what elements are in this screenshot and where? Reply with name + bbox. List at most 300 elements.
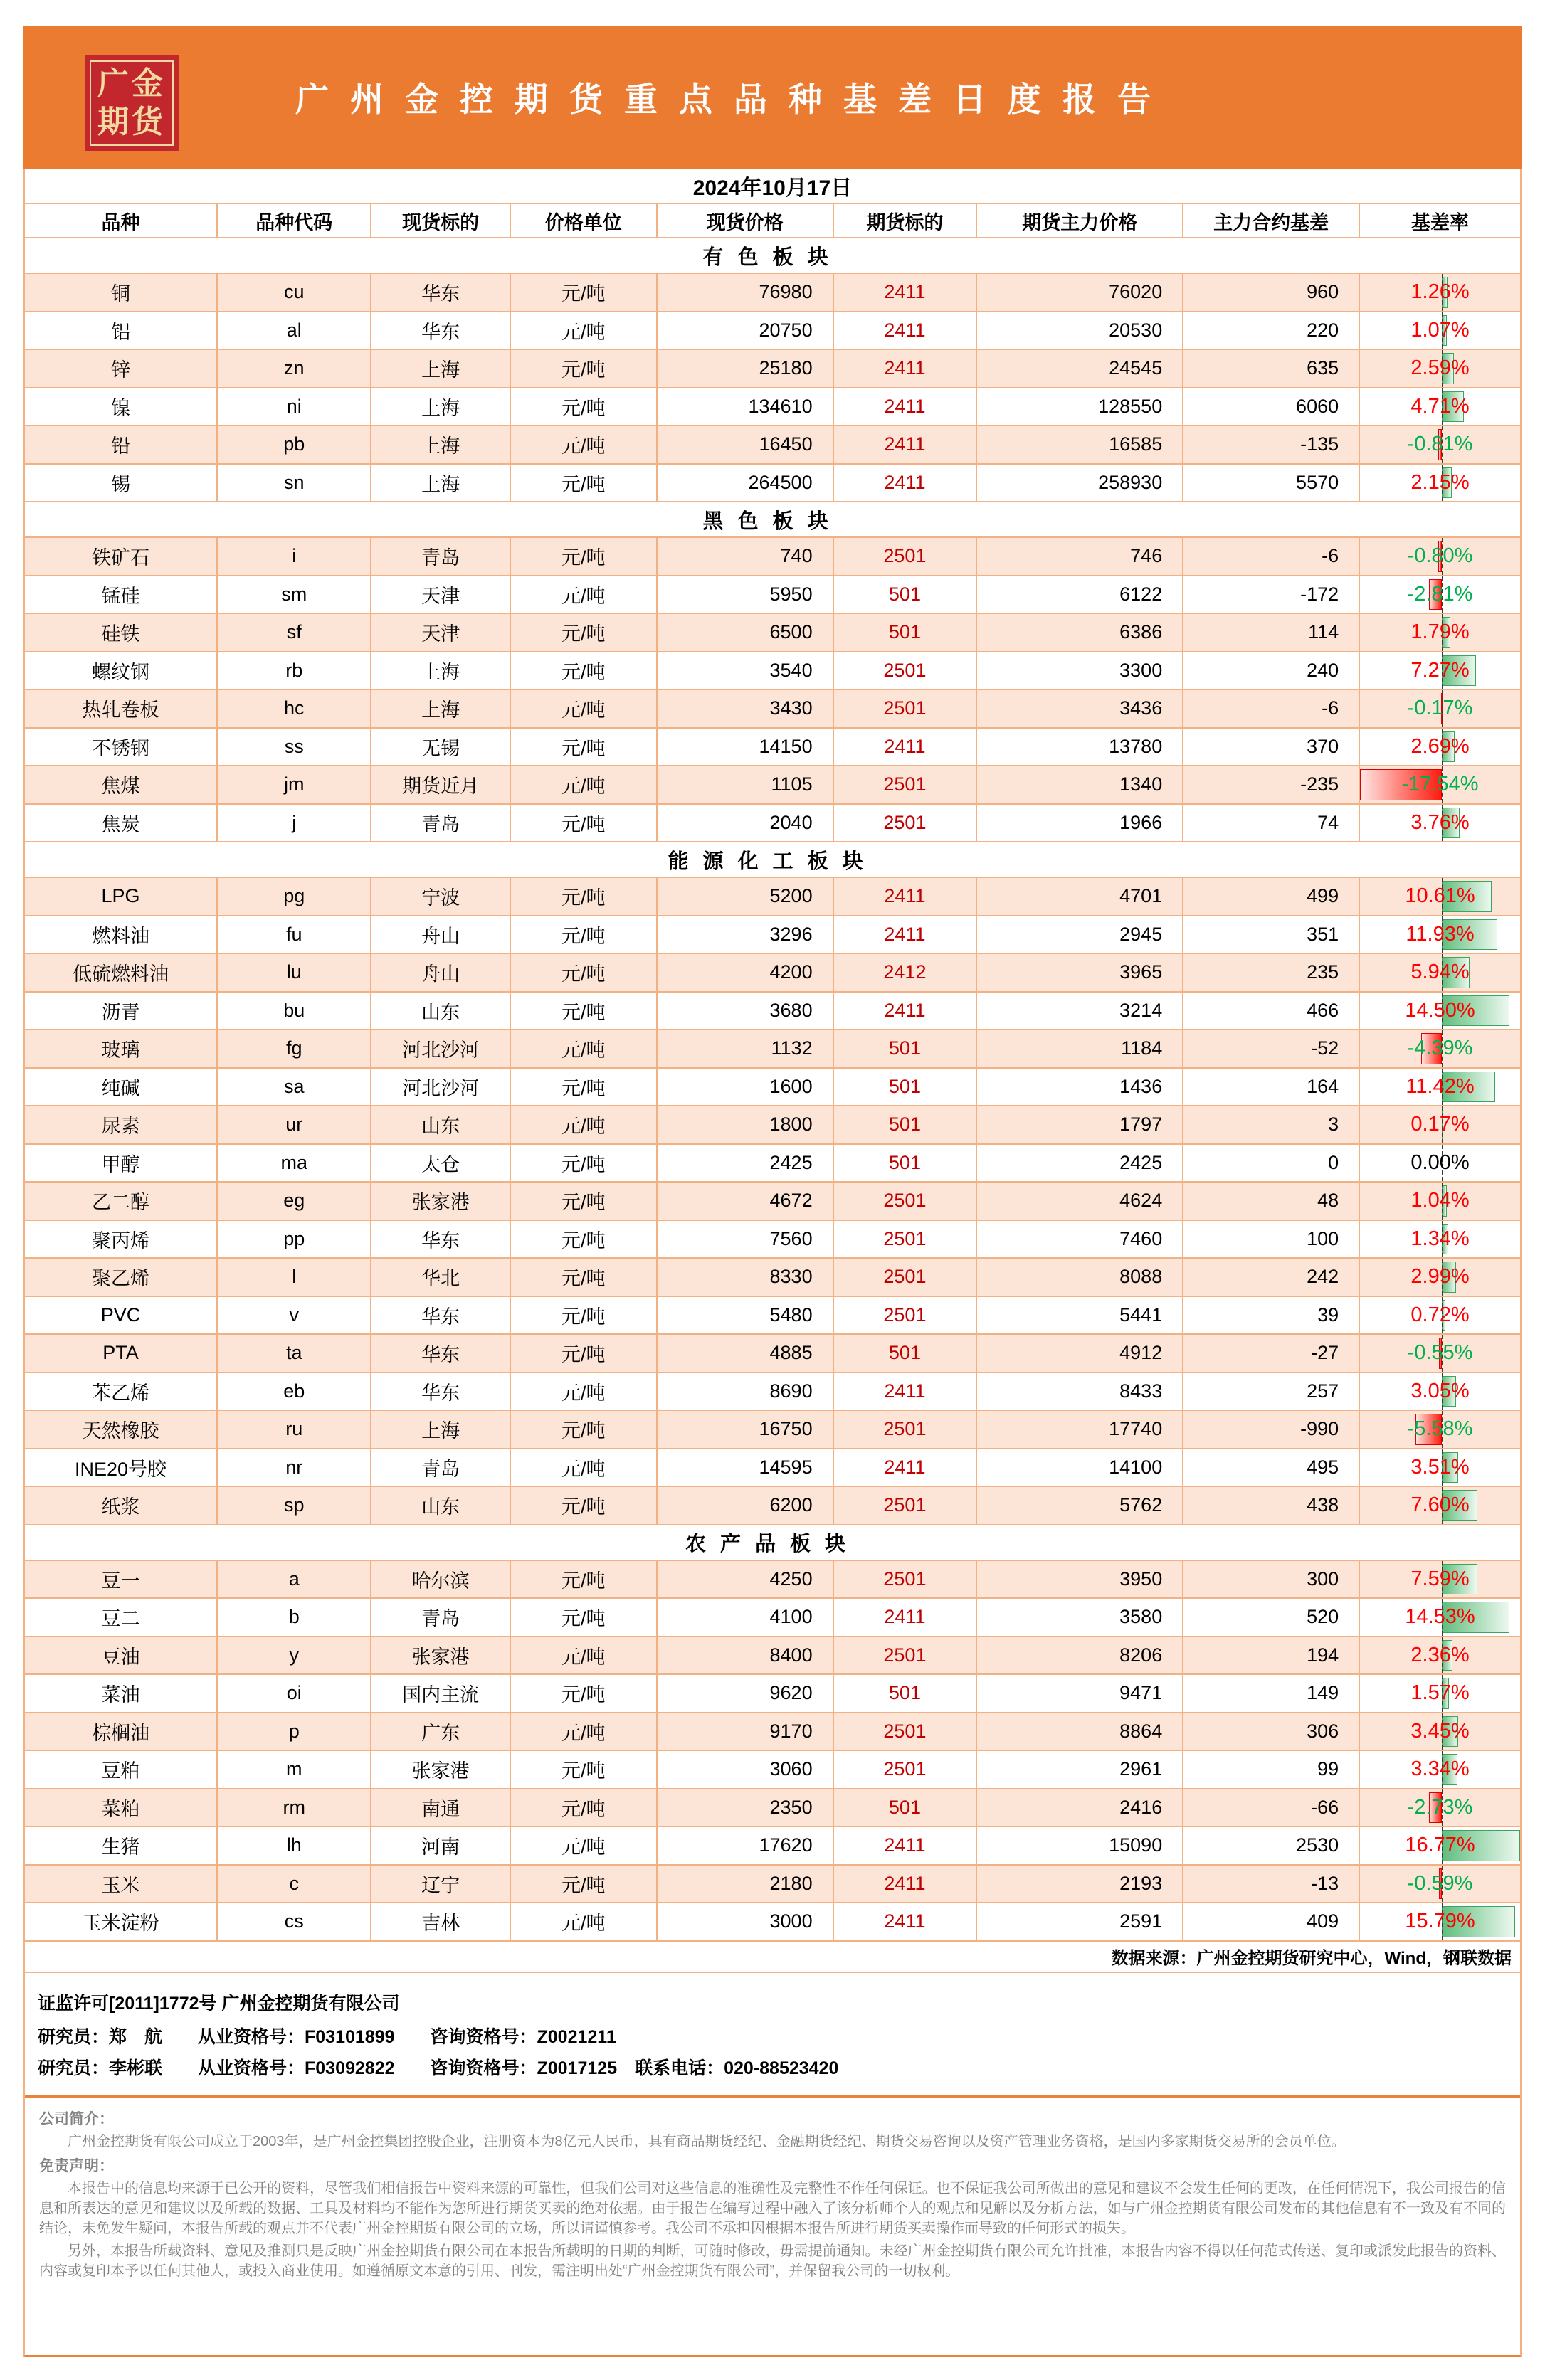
cell-unit: 元/吨 xyxy=(511,426,658,463)
cell-spot-price: 76980 xyxy=(658,274,834,311)
cell-spot-target: 张家港 xyxy=(371,1183,510,1220)
cell-basis-rate xyxy=(1360,652,1520,689)
cell-spot-target: 天津 xyxy=(371,614,510,651)
cell-future-code: 2411 xyxy=(834,1827,978,1864)
cell-spot-target: 上海 xyxy=(371,1411,510,1448)
cell-basis-rate xyxy=(1360,1335,1520,1372)
disclaimer-paragraph-2: 另外，本报告所载资料、意见及推测只是反映广州金控期货有限公司在本报告所载明的日期的判断，可随时修改，毋需提前通知。未经广州金控期货有限公司允许批准，本报告内容不得以任何范式传送、复印或派发此报告的资料、内容或复印本予以任何其他人，或投入商业使用。如遵循原文本意的引用、刊发，需注明出处“广州金控期货有限公司”，并保留我公司的一切权利。 xyxy=(39,2243,1506,2279)
basis-rate-label: -0.81% xyxy=(1407,433,1473,456)
cell-future-price: 16585 xyxy=(977,426,1183,463)
cell-future-code: 501 xyxy=(834,614,978,651)
cell-spot-target: 舟山 xyxy=(371,916,510,953)
cell-unit: 元/吨 xyxy=(511,1069,658,1106)
basis-rate-label: -2.73% xyxy=(1407,1795,1473,1819)
cell-spot-target: 华东 xyxy=(371,1335,510,1372)
cell-spot-price: 17620 xyxy=(658,1827,834,1864)
license-line: 证监许可[2011]1772号 广州金控期货有限公司 xyxy=(38,1993,400,2014)
cell-future-price: 8088 xyxy=(977,1259,1183,1296)
cell-spot-target: 华东 xyxy=(371,1297,510,1334)
table-row xyxy=(25,729,1520,767)
cell-basis-rate xyxy=(1360,1789,1520,1826)
cell-future-price: 6386 xyxy=(977,614,1183,651)
cell-basis: 114 xyxy=(1183,614,1360,651)
cell-future-code: 2411 xyxy=(834,312,978,349)
cell-unit: 元/吨 xyxy=(511,388,658,425)
cell-basis: 3 xyxy=(1183,1106,1360,1143)
basis-rate-label: 0.17% xyxy=(1410,1113,1470,1136)
disclaimer-paragraph-1: 本报告中的信息均来源于已公开的资料，尽管我们相信报告中资料来源的可靠性，但我们公司对这些信息的准确性及完整性不作任何保证。也不保证我公司所做出的意见和建议不会发生任何的更改，在任何情况下，我公司报告的信息和所表达的意见和建议以及所载的数据、工具及材料均不能作为您所进行期货买卖的绝对依据。由于报告在编写过程中融入了该分析师个人的观点和见解以及分析方法，如与广州金控期货有限公司发布的其他信息有不一致及有不同的结论，未免发生疑问，本报告所载的观点并不代表广州金控期货有限公司的立场，所以请谨慎参考。我公司不承担因根据本报告所进行期货买卖操作而导致的任何形式的损失。 xyxy=(39,2180,1506,2236)
cell-variety: 玻璃 xyxy=(25,1030,218,1067)
cell-variety: 苯乙烯 xyxy=(25,1373,218,1410)
basis-rate-label: 1.07% xyxy=(1410,318,1470,342)
basis-rate-label: 1.26% xyxy=(1410,280,1470,304)
cell-code: sp xyxy=(218,1487,371,1524)
cell-basis: -6 xyxy=(1183,538,1360,575)
cell-future-code: 2411 xyxy=(834,1866,978,1903)
cell-variety: 棕榈油 xyxy=(25,1713,218,1750)
cell-unit: 元/吨 xyxy=(511,993,658,1030)
cell-future-price: 2945 xyxy=(977,916,1183,953)
basis-rate-label: 11.42% xyxy=(1406,1074,1475,1098)
basis-rate-label: 3.34% xyxy=(1410,1757,1470,1781)
cell-future-code: 2501 xyxy=(834,805,978,842)
cell-variety: 锌 xyxy=(25,350,218,387)
cell-spot-price: 8690 xyxy=(658,1373,834,1410)
cell-future-code: 2411 xyxy=(834,993,978,1030)
table-row xyxy=(25,1599,1520,1637)
cell-unit: 元/吨 xyxy=(511,1599,658,1636)
table-row xyxy=(25,576,1520,615)
cell-variety: 焦炭 xyxy=(25,805,218,842)
cell-code: fu xyxy=(218,916,371,953)
cell-basis-rate xyxy=(1360,1713,1520,1750)
cell-code: pb xyxy=(218,426,371,463)
cell-future-code: 2501 xyxy=(834,1751,978,1788)
cell-code: cs xyxy=(218,1903,371,1940)
cell-future-price: 8206 xyxy=(977,1637,1183,1674)
cell-code: pp xyxy=(218,1221,371,1258)
cell-unit: 元/吨 xyxy=(511,878,658,915)
cell-variety: 豆油 xyxy=(25,1637,218,1674)
cell-basis: 257 xyxy=(1183,1373,1360,1410)
cell-basis-rate xyxy=(1360,1561,1520,1598)
table-row xyxy=(25,1297,1520,1336)
cell-basis: 635 xyxy=(1183,350,1360,387)
table-row xyxy=(25,614,1520,652)
cell-future-code: 501 xyxy=(834,1675,978,1712)
cell-code: lh xyxy=(218,1827,371,1864)
cell-future-price: 20530 xyxy=(977,312,1183,349)
table-row xyxy=(25,954,1520,993)
data-source-note: 数据来源：广州金控期货研究中心，Wind，钢联数据 xyxy=(25,1942,1520,1973)
cell-basis: -990 xyxy=(1183,1411,1360,1448)
basis-rate-label: 2.59% xyxy=(1410,356,1470,380)
table-row xyxy=(25,1866,1520,1904)
cell-future-price: 3300 xyxy=(977,652,1183,689)
cell-basis: 495 xyxy=(1183,1449,1360,1486)
cell-unit: 元/吨 xyxy=(511,1789,658,1826)
researcher-line-2: 研究员：李彬联 从业资格号：F03092822 咨询资格号：Z0017125 联系电话：020-88523420 xyxy=(38,2058,839,2078)
cell-basis-rate xyxy=(1360,1106,1520,1143)
cell-spot-target: 吉林 xyxy=(371,1903,510,1940)
cell-variety: 纸浆 xyxy=(25,1487,218,1524)
cell-variety: 生猪 xyxy=(25,1827,218,1864)
cell-basis: 306 xyxy=(1183,1713,1360,1750)
basis-rate-label: 16.77% xyxy=(1405,1834,1475,1857)
cell-future-price: 3965 xyxy=(977,954,1183,991)
cell-basis-rate xyxy=(1360,1866,1520,1903)
cell-spot-price: 3430 xyxy=(658,690,834,727)
cell-basis: 6060 xyxy=(1183,388,1360,425)
cell-future-price: 8433 xyxy=(977,1373,1183,1410)
cell-future-code: 501 xyxy=(834,1145,978,1182)
cell-future-code: 2411 xyxy=(834,1373,978,1410)
column-header-variety: 品种 xyxy=(25,204,218,237)
cell-unit: 元/吨 xyxy=(511,652,658,689)
cell-code: bu xyxy=(218,993,371,1030)
basis-rate-label: -0.59% xyxy=(1407,1871,1473,1895)
cell-variety: 玉米淀粉 xyxy=(25,1903,218,1940)
cell-code: l xyxy=(218,1259,371,1296)
table-row xyxy=(25,1789,1520,1828)
cell-variety: 聚丙烯 xyxy=(25,1221,218,1258)
cell-unit: 元/吨 xyxy=(511,1675,658,1712)
table-row xyxy=(25,1449,1520,1488)
basis-rate-label: 1.57% xyxy=(1410,1681,1470,1705)
basis-rate-label: -2.81% xyxy=(1407,582,1473,605)
cell-variety: 尿素 xyxy=(25,1106,218,1143)
cell-basis: 39 xyxy=(1183,1297,1360,1334)
cell-basis: -66 xyxy=(1183,1789,1360,1826)
cell-future-price: 2591 xyxy=(977,1903,1183,1940)
cell-unit: 元/吨 xyxy=(511,1827,658,1864)
cell-future-code: 2411 xyxy=(834,878,978,915)
cell-spot-price: 14595 xyxy=(658,1449,834,1486)
table-row xyxy=(25,652,1520,691)
table-row xyxy=(25,993,1520,1031)
cell-code: cu xyxy=(218,274,371,311)
cell-basis-rate xyxy=(1360,576,1520,613)
cell-basis: 370 xyxy=(1183,729,1360,766)
cell-spot-target: 青岛 xyxy=(371,538,510,575)
cell-future-price: 258930 xyxy=(977,465,1183,502)
cell-future-price: 24545 xyxy=(977,350,1183,387)
cell-spot-price: 6500 xyxy=(658,614,834,651)
cell-basis-rate xyxy=(1360,1751,1520,1788)
cell-code: ur xyxy=(218,1106,371,1143)
cell-code: y xyxy=(218,1637,371,1674)
cell-future-code: 2501 xyxy=(834,1411,978,1448)
cell-code: sf xyxy=(218,614,371,651)
cell-basis: 149 xyxy=(1183,1675,1360,1712)
basis-rate-label: 4.71% xyxy=(1410,394,1470,418)
cell-future-price: 9471 xyxy=(977,1675,1183,1712)
cell-code: pg xyxy=(218,878,371,915)
column-header-basis: 主力合约基差 xyxy=(1183,204,1360,237)
company-intro-title: 公司简介： xyxy=(39,2110,114,2127)
cell-unit: 元/吨 xyxy=(511,1183,658,1220)
cell-future-code: 2501 xyxy=(834,1713,978,1750)
disclaimer-title: 免责声明： xyxy=(39,2157,114,2174)
cell-spot-price: 5480 xyxy=(658,1297,834,1334)
cell-spot-price: 16450 xyxy=(658,426,834,463)
basis-rate-label: 3.05% xyxy=(1410,1379,1470,1402)
cell-code: lu xyxy=(218,954,371,991)
basis-rate-label: 0.72% xyxy=(1410,1303,1470,1326)
cell-future-code: 2411 xyxy=(834,274,978,311)
cell-spot-price: 3000 xyxy=(658,1903,834,1940)
cell-future-price: 1436 xyxy=(977,1069,1183,1106)
cell-code: rb xyxy=(218,652,371,689)
cell-variety: 天然橡胶 xyxy=(25,1411,218,1448)
cell-code: rm xyxy=(218,1789,371,1826)
cell-code: eb xyxy=(218,1373,371,1410)
cell-code: jm xyxy=(218,766,371,803)
cell-basis-rate xyxy=(1360,729,1520,766)
cell-unit: 元/吨 xyxy=(511,954,658,991)
cell-spot-price: 2425 xyxy=(658,1145,834,1182)
section-header: 能源化工板块 xyxy=(25,842,1520,878)
company-logo-frame xyxy=(90,60,174,146)
cell-future-price: 2193 xyxy=(977,1866,1183,1903)
cell-future-price: 5762 xyxy=(977,1487,1183,1524)
cell-spot-target: 广东 xyxy=(371,1713,510,1750)
basis-rate-label: 1.34% xyxy=(1410,1227,1470,1250)
column-header-future-price: 期货主力价格 xyxy=(977,204,1183,237)
cell-variety: 铝 xyxy=(25,312,218,349)
cell-basis-rate xyxy=(1360,878,1520,915)
cell-spot-price: 1800 xyxy=(658,1106,834,1143)
basis-rate-label: -4.39% xyxy=(1407,1037,1473,1060)
table-row xyxy=(25,1411,1520,1449)
cell-spot-price: 25180 xyxy=(658,350,834,387)
cell-spot-price: 4672 xyxy=(658,1183,834,1220)
cell-spot-target: 山东 xyxy=(371,993,510,1030)
cell-future-price: 2425 xyxy=(977,1145,1183,1182)
cell-unit: 元/吨 xyxy=(511,1637,658,1674)
cell-code: zn xyxy=(218,350,371,387)
cell-basis-rate xyxy=(1360,954,1520,991)
cell-variety: 不锈钢 xyxy=(25,729,218,766)
cell-basis-rate xyxy=(1360,1297,1520,1334)
cell-spot-price: 264500 xyxy=(658,465,834,502)
cell-variety: 纯碱 xyxy=(25,1069,218,1106)
cell-unit: 元/吨 xyxy=(511,576,658,613)
cell-code: ma xyxy=(218,1145,371,1182)
cell-basis-rate xyxy=(1360,766,1520,803)
cell-basis: 48 xyxy=(1183,1183,1360,1220)
cell-basis: 74 xyxy=(1183,805,1360,842)
cell-spot-price: 2350 xyxy=(658,1789,834,1826)
cell-spot-target: 华东 xyxy=(371,312,510,349)
table-row xyxy=(25,1675,1520,1713)
cell-spot-target: 河南 xyxy=(371,1827,510,1864)
cell-basis-rate xyxy=(1360,916,1520,953)
cell-future-price: 3950 xyxy=(977,1561,1183,1598)
table-row xyxy=(25,1561,1520,1599)
cell-spot-price: 8330 xyxy=(658,1259,834,1296)
cell-basis: 499 xyxy=(1183,878,1360,915)
cell-spot-target: 张家港 xyxy=(371,1637,510,1674)
cell-variety: 豆粕 xyxy=(25,1751,218,1788)
cell-basis-rate xyxy=(1360,1675,1520,1712)
cell-future-code: 501 xyxy=(834,1106,978,1143)
cell-unit: 元/吨 xyxy=(511,1903,658,1940)
cell-basis: 960 xyxy=(1183,274,1360,311)
cell-basis-rate xyxy=(1360,993,1520,1030)
cell-spot-price: 3296 xyxy=(658,916,834,953)
cell-future-price: 17740 xyxy=(977,1411,1183,1448)
cell-variety: 硅铁 xyxy=(25,614,218,651)
cell-variety: 豆一 xyxy=(25,1561,218,1598)
cell-basis-rate xyxy=(1360,1487,1520,1524)
basis-rate-label: -5.58% xyxy=(1407,1417,1473,1441)
cell-variety: PVC xyxy=(25,1297,218,1334)
cell-basis-rate xyxy=(1360,1145,1520,1182)
cell-variety: 铜 xyxy=(25,274,218,311)
cell-code: m xyxy=(218,1751,371,1788)
table-row xyxy=(25,1183,1520,1221)
cell-future-price: 3436 xyxy=(977,690,1183,727)
cell-basis-rate xyxy=(1360,538,1520,575)
cell-spot-target: 无锡 xyxy=(371,729,510,766)
cell-basis-rate xyxy=(1360,1259,1520,1296)
cell-unit: 元/吨 xyxy=(511,1751,658,1788)
table-row xyxy=(25,1335,1520,1373)
cell-code: oi xyxy=(218,1675,371,1712)
cell-spot-price: 3680 xyxy=(658,993,834,1030)
cell-variety: PTA xyxy=(25,1335,218,1372)
basis-rate-label: 5.94% xyxy=(1410,961,1470,984)
cell-future-code: 2411 xyxy=(834,388,978,425)
report-banner xyxy=(23,26,1522,169)
cell-spot-price: 20750 xyxy=(658,312,834,349)
company-logo xyxy=(85,55,179,151)
cell-unit: 元/吨 xyxy=(511,1449,658,1486)
table-row xyxy=(25,538,1520,576)
cell-unit: 元/吨 xyxy=(511,1221,658,1258)
cell-code: fg xyxy=(218,1030,371,1067)
cell-unit: 元/吨 xyxy=(511,538,658,575)
cell-spot-price: 4100 xyxy=(658,1599,834,1636)
basis-rate-label: 7.27% xyxy=(1410,658,1470,682)
cell-future-code: 501 xyxy=(834,1789,978,1826)
cell-unit: 元/吨 xyxy=(511,1411,658,1448)
cell-variety: 乙二醇 xyxy=(25,1183,218,1220)
cell-variety: 聚乙烯 xyxy=(25,1259,218,1296)
cell-code: eg xyxy=(218,1183,371,1220)
cell-spot-price: 6200 xyxy=(658,1487,834,1524)
cell-unit: 元/吨 xyxy=(511,614,658,651)
cell-future-price: 15090 xyxy=(977,1827,1183,1864)
cell-variety: 锡 xyxy=(25,465,218,502)
footer-info xyxy=(25,1973,1520,2084)
cell-spot-target: 山东 xyxy=(371,1106,510,1143)
cell-basis: 220 xyxy=(1183,312,1360,349)
cell-future-price: 14100 xyxy=(977,1449,1183,1486)
table-row xyxy=(25,1487,1520,1525)
cell-code: nr xyxy=(218,1449,371,1486)
table-row xyxy=(25,1751,1520,1789)
cell-unit: 元/吨 xyxy=(511,1866,658,1903)
cell-spot-price: 16750 xyxy=(658,1411,834,1448)
basis-rate-label: 2.99% xyxy=(1410,1265,1470,1289)
basis-rate-label: 3.51% xyxy=(1410,1455,1470,1479)
basis-rate-label: 14.50% xyxy=(1405,998,1475,1022)
cell-unit: 元/吨 xyxy=(511,1561,658,1598)
cell-basis-rate xyxy=(1360,388,1520,425)
cell-unit: 元/吨 xyxy=(511,1487,658,1524)
cell-basis-rate xyxy=(1360,274,1520,311)
cell-spot-target: 太仓 xyxy=(371,1145,510,1182)
cell-basis: 351 xyxy=(1183,916,1360,953)
column-header-unit: 价格单位 xyxy=(511,204,658,237)
cell-unit: 元/吨 xyxy=(511,1106,658,1143)
basis-rate-label: 7.59% xyxy=(1410,1567,1470,1590)
cell-unit: 元/吨 xyxy=(511,690,658,727)
cell-unit: 元/吨 xyxy=(511,1335,658,1372)
cell-future-code: 2501 xyxy=(834,1259,978,1296)
cell-variety: 豆二 xyxy=(25,1599,218,1636)
cell-future-price: 128550 xyxy=(977,388,1183,425)
cell-code: c xyxy=(218,1866,371,1903)
cell-basis: -135 xyxy=(1183,426,1360,463)
cell-future-code: 2411 xyxy=(834,1449,978,1486)
cell-basis-rate xyxy=(1360,1449,1520,1486)
cell-basis: 466 xyxy=(1183,993,1360,1030)
report-body xyxy=(23,169,1522,2357)
table-header-row xyxy=(25,204,1520,238)
cell-future-code: 2501 xyxy=(834,652,978,689)
cell-spot-target: 上海 xyxy=(371,465,510,502)
column-header-basis-rate: 基差率 xyxy=(1411,211,1470,233)
cell-future-price: 4912 xyxy=(977,1335,1183,1372)
cell-future-price: 1184 xyxy=(977,1030,1183,1067)
cell-future-code: 2501 xyxy=(834,690,978,727)
cell-variety: 燃料油 xyxy=(25,916,218,953)
cell-spot-target: 张家港 xyxy=(371,1751,510,1788)
table-row xyxy=(25,1713,1520,1752)
basis-rate-label: 2.36% xyxy=(1410,1643,1470,1666)
cell-basis: 99 xyxy=(1183,1751,1360,1788)
cell-variety: LPG xyxy=(25,878,218,915)
cell-basis: -52 xyxy=(1183,1030,1360,1067)
cell-future-code: 501 xyxy=(834,1069,978,1106)
cell-spot-price: 3540 xyxy=(658,652,834,689)
cell-spot-price: 5950 xyxy=(658,576,834,613)
cell-future-code: 2501 xyxy=(834,1637,978,1674)
cell-basis-rate xyxy=(1360,1827,1520,1864)
basis-rate-label: 1.04% xyxy=(1410,1189,1470,1212)
cell-code: ss xyxy=(218,729,371,766)
cell-basis: -235 xyxy=(1183,766,1360,803)
cell-unit: 元/吨 xyxy=(511,1145,658,1182)
cell-future-price: 3580 xyxy=(977,1599,1183,1636)
cell-unit: 元/吨 xyxy=(511,1297,658,1334)
cell-future-code: 2411 xyxy=(834,1903,978,1940)
cell-unit: 元/吨 xyxy=(511,1713,658,1750)
column-header-code: 品种代码 xyxy=(218,204,371,237)
table-row xyxy=(25,916,1520,955)
cell-variety: 铁矿石 xyxy=(25,538,218,575)
cell-basis: 5570 xyxy=(1183,465,1360,502)
cell-future-price: 2416 xyxy=(977,1789,1183,1826)
section-header: 黑色板块 xyxy=(25,502,1520,538)
cell-future-price: 3214 xyxy=(977,993,1183,1030)
table-row xyxy=(25,1373,1520,1412)
cell-future-code: 2501 xyxy=(834,1487,978,1524)
cell-basis-rate xyxy=(1360,312,1520,349)
